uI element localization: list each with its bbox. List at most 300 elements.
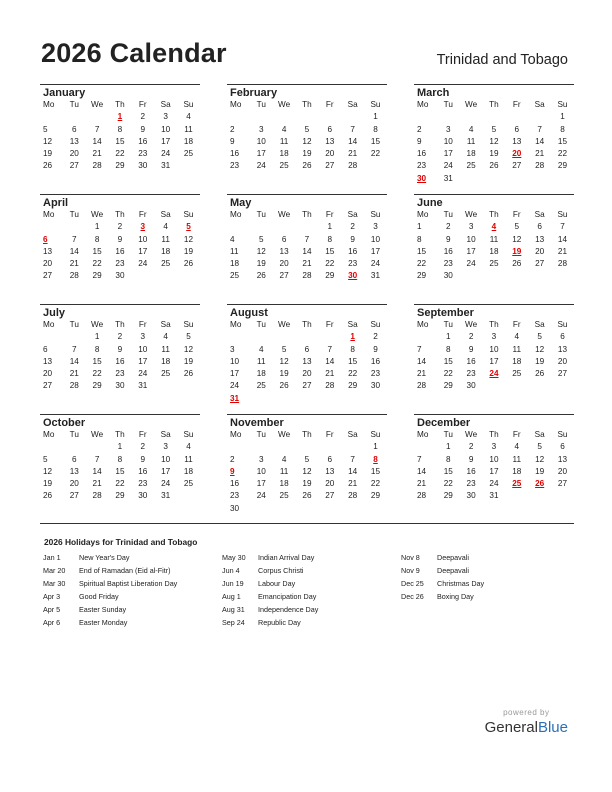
- day-cell: 29: [92, 271, 102, 281]
- day-cell: 18: [512, 466, 522, 476]
- country-name: Trinidad and Tobago: [436, 52, 568, 68]
- holiday-day-cell: 30: [417, 173, 427, 183]
- day-cell: 5: [304, 454, 310, 464]
- day-cell: 28: [348, 491, 358, 501]
- weekday-label: Mo: [230, 430, 242, 439]
- weekday-label: Sa: [160, 100, 171, 109]
- day-cell: 2: [117, 332, 123, 342]
- weekday-label: We: [465, 320, 478, 329]
- calendar-title: 2026 Calendar: [41, 38, 227, 68]
- week-row: [40, 136, 200, 148]
- day-cell: 27: [43, 271, 53, 281]
- day-cell: 14: [302, 246, 312, 256]
- day-cell: 28: [348, 161, 358, 171]
- day-cell: 14: [92, 136, 102, 146]
- weekday-label: We: [91, 430, 104, 439]
- weekday-label: Tu: [443, 430, 453, 439]
- week-row: [227, 258, 387, 270]
- day-cell: 9: [468, 344, 474, 354]
- day-cell: [528, 173, 551, 185]
- day-cell: 8: [445, 344, 451, 354]
- day-cell: 14: [92, 466, 102, 476]
- day-cell: 14: [348, 136, 358, 146]
- day-cell: 13: [557, 344, 568, 354]
- day-cell: 20: [43, 369, 53, 379]
- day-cell: 7: [327, 344, 333, 354]
- day-cell: 30: [230, 503, 240, 513]
- weekday-label: Fr: [325, 210, 334, 219]
- week-row: [40, 454, 200, 466]
- day-cell: 24: [466, 259, 476, 269]
- month-march: [414, 84, 574, 185]
- weekday-label: Su: [557, 320, 568, 329]
- week-row: [414, 380, 574, 392]
- day-cell: 18: [279, 149, 289, 159]
- day-cell: [40, 441, 63, 453]
- day-cell: 28: [92, 491, 102, 501]
- day-cell: 17: [161, 136, 171, 146]
- day-cell: 6: [327, 454, 333, 464]
- weekday-label: Su: [183, 320, 194, 329]
- day-cell: 7: [350, 124, 355, 134]
- day-cell: 20: [43, 259, 53, 269]
- day-cell: [505, 111, 528, 123]
- holiday-name: Corpus Christi: [258, 566, 304, 575]
- day-cell: 30: [115, 271, 125, 281]
- day-cell: 8: [117, 124, 123, 134]
- day-cell: 5: [186, 332, 191, 342]
- month-june: [414, 194, 574, 283]
- month-april: [40, 194, 200, 283]
- day-cell: [273, 111, 296, 123]
- day-cell: 13: [279, 246, 289, 256]
- holiday-day-cell: 31: [230, 393, 240, 403]
- week-row: [414, 331, 574, 343]
- day-cell: 31: [161, 491, 171, 501]
- weekday-label: Th: [489, 210, 499, 219]
- day-cell: 21: [348, 479, 358, 489]
- weekday-label: Fr: [138, 430, 147, 439]
- weekday-label: Fr: [138, 100, 147, 109]
- day-cell: 14: [535, 136, 545, 146]
- day-cell: [460, 111, 483, 123]
- weekday-label: Sa: [534, 430, 545, 439]
- day-cell: 18: [256, 369, 266, 379]
- day-cell: 14: [348, 466, 358, 476]
- day-cell: 29: [325, 271, 335, 281]
- day-cell: 10: [370, 234, 381, 244]
- day-cell: 17: [161, 466, 171, 476]
- weekday-label: Sa: [534, 210, 545, 219]
- day-cell: 8: [350, 344, 355, 354]
- day-cell: [505, 490, 528, 502]
- day-cell: 30: [443, 271, 453, 281]
- week-row: [227, 368, 387, 380]
- day-cell: 8: [445, 454, 451, 464]
- week-row: [227, 454, 387, 466]
- day-cell: 13: [325, 466, 335, 476]
- day-cell: 26: [43, 161, 53, 171]
- day-cell: 29: [557, 161, 568, 171]
- day-cell: 12: [256, 246, 266, 256]
- week-row: [414, 466, 574, 478]
- week-row: [40, 148, 200, 160]
- day-cell: 10: [161, 454, 171, 464]
- day-cell: [63, 221, 86, 233]
- day-cell: 18: [512, 356, 522, 366]
- day-cell: 29: [417, 271, 427, 281]
- day-cell: [177, 270, 200, 282]
- day-cell: [296, 221, 319, 233]
- day-cell: 16: [138, 466, 148, 476]
- day-cell: [40, 111, 63, 123]
- holiday-name: Deepavali: [437, 553, 469, 562]
- day-cell: 4: [468, 124, 474, 134]
- holiday-day-cell: 1: [117, 112, 123, 122]
- day-cell: 29: [115, 161, 125, 171]
- day-cell: 18: [489, 246, 499, 256]
- day-cell: 11: [466, 136, 476, 146]
- holiday-day-cell: 30: [348, 271, 358, 281]
- holiday-item: [222, 577, 318, 590]
- day-cell: [483, 111, 506, 123]
- day-cell: 14: [69, 246, 79, 256]
- holiday-date: Aug 31: [222, 605, 245, 614]
- month-august: [227, 304, 387, 405]
- day-cell: [227, 441, 250, 453]
- day-cell: 17: [466, 246, 476, 256]
- day-cell: 12: [43, 466, 53, 476]
- day-cell: 31: [443, 173, 453, 183]
- day-cell: 19: [256, 259, 266, 269]
- day-cell: 28: [557, 259, 568, 269]
- weekday-label: Tu: [69, 430, 79, 439]
- week-row: [227, 380, 387, 392]
- day-cell: 16: [348, 246, 358, 256]
- brand-name: [485, 719, 568, 736]
- day-cell: 20: [69, 479, 79, 489]
- week-row: [414, 441, 574, 453]
- day-cell: 4: [514, 332, 520, 342]
- day-cell: 15: [115, 466, 125, 476]
- day-cell: 30: [115, 381, 125, 391]
- day-cell: 4: [258, 344, 264, 354]
- day-cell: 4: [186, 112, 191, 122]
- holiday-name: Republic Day: [258, 618, 301, 627]
- day-cell: 28: [417, 381, 427, 391]
- week-row: [40, 466, 200, 478]
- day-cell: 24: [443, 161, 453, 171]
- day-cell: 30: [138, 161, 148, 171]
- day-cell: 13: [535, 234, 545, 244]
- day-cell: 22: [443, 479, 453, 489]
- month-january: [40, 84, 200, 173]
- weekday-label: Th: [302, 320, 312, 329]
- day-cell: 17: [489, 466, 499, 476]
- day-cell: 28: [535, 161, 545, 171]
- day-cell: 8: [117, 454, 123, 464]
- weekday-label: Th: [302, 100, 312, 109]
- day-cell: 26: [512, 259, 522, 269]
- day-cell: [40, 221, 63, 233]
- holiday-item: [43, 551, 177, 564]
- day-cell: 15: [417, 246, 427, 256]
- day-cell: 18: [279, 479, 289, 489]
- day-cell: 10: [443, 136, 453, 146]
- weekday-label: Th: [489, 320, 499, 329]
- day-cell: [273, 441, 296, 453]
- holiday-item: [401, 551, 484, 564]
- weekday-header: [414, 319, 574, 331]
- holiday-item: [401, 577, 484, 590]
- weekday-label: Th: [302, 210, 312, 219]
- day-cell: 3: [491, 442, 497, 452]
- holiday-name: Christmas Day: [437, 579, 485, 588]
- holiday-day-cell: 1: [350, 332, 355, 342]
- month-name: December: [417, 417, 471, 429]
- week-row: [227, 111, 387, 123]
- day-cell: 7: [560, 222, 565, 232]
- day-cell: 11: [489, 234, 499, 244]
- day-cell: 9: [373, 344, 378, 354]
- week-row: [414, 478, 574, 490]
- day-cell: 10: [489, 344, 499, 354]
- day-cell: [86, 441, 109, 453]
- day-cell: 27: [325, 161, 335, 171]
- day-cell: 23: [417, 161, 427, 171]
- day-cell: [273, 221, 296, 233]
- day-cell: 24: [370, 259, 381, 269]
- day-cell: 20: [325, 479, 335, 489]
- weekday-label: Fr: [138, 320, 147, 329]
- day-cell: 3: [468, 222, 474, 232]
- holiday-date: Nov 8: [401, 553, 420, 562]
- day-cell: 21: [348, 149, 358, 159]
- weekday-label: We: [278, 210, 291, 219]
- day-cell: [483, 173, 506, 185]
- month-name: April: [43, 197, 69, 209]
- day-cell: 24: [256, 491, 266, 501]
- week-row: [227, 490, 387, 502]
- day-cell: 23: [466, 479, 476, 489]
- day-cell: [273, 331, 296, 343]
- weekday-label: Su: [370, 320, 381, 329]
- holiday-name: New Year's Day: [79, 553, 130, 562]
- month-name: July: [43, 307, 66, 319]
- day-cell: 20: [557, 466, 568, 476]
- day-cell: 19: [183, 356, 194, 366]
- day-cell: 16: [138, 136, 148, 146]
- day-cell: 25: [279, 491, 289, 501]
- day-cell: [551, 380, 574, 392]
- day-cell: 6: [304, 344, 310, 354]
- week-row: [414, 148, 574, 160]
- weekday-label: Fr: [512, 210, 521, 219]
- holiday-date: Apr 3: [43, 592, 61, 601]
- day-cell: 31: [161, 161, 171, 171]
- day-cell: 30: [466, 381, 476, 391]
- day-cell: 7: [94, 124, 100, 134]
- day-cell: 15: [443, 356, 453, 366]
- day-cell: 6: [537, 222, 542, 232]
- day-cell: [296, 331, 319, 343]
- day-cell: 1: [373, 442, 378, 452]
- week-row: [40, 160, 200, 172]
- day-cell: 21: [302, 259, 312, 269]
- day-cell: 19: [302, 149, 312, 159]
- day-cell: 18: [183, 466, 194, 476]
- day-cell: 21: [325, 369, 335, 379]
- day-cell: 14: [557, 234, 568, 244]
- day-cell: 7: [94, 454, 100, 464]
- week-row: [414, 258, 574, 270]
- day-cell: [318, 503, 341, 515]
- day-cell: [318, 393, 341, 405]
- weekday-label: Su: [557, 100, 568, 109]
- day-cell: 25: [183, 149, 194, 159]
- weekday-label: We: [465, 430, 478, 439]
- day-cell: 28: [92, 161, 102, 171]
- day-cell: 27: [43, 381, 53, 391]
- day-cell: 17: [230, 369, 240, 379]
- holiday-name: Good Friday: [79, 592, 119, 601]
- day-cell: 28: [69, 381, 79, 391]
- day-cell: 30: [138, 491, 148, 501]
- weekday-label: Mo: [417, 210, 429, 219]
- day-cell: [551, 270, 574, 282]
- day-cell: 26: [256, 271, 266, 281]
- month-name: October: [43, 417, 86, 429]
- day-cell: [528, 111, 551, 123]
- day-cell: 4: [163, 222, 168, 232]
- holiday-date: Mar 30: [43, 579, 66, 588]
- day-cell: 4: [281, 454, 287, 464]
- day-cell: 24: [489, 479, 499, 489]
- day-cell: 7: [304, 234, 310, 244]
- day-cell: [250, 111, 273, 123]
- holiday-date: Jun 19: [222, 579, 244, 588]
- week-row: [414, 234, 574, 246]
- week-row: [40, 258, 200, 270]
- day-cell: 3: [140, 332, 146, 342]
- day-cell: 5: [514, 222, 520, 232]
- day-cell: 23: [348, 259, 358, 269]
- day-cell: 7: [71, 234, 77, 244]
- holiday-date: Jun 4: [222, 566, 240, 575]
- weekday-header: [40, 209, 200, 221]
- day-cell: 8: [417, 234, 422, 244]
- holiday-date: Dec 25: [401, 579, 424, 588]
- weekday-label: We: [465, 210, 478, 219]
- weekday-label: Tu: [443, 100, 453, 109]
- day-cell: 20: [535, 246, 545, 256]
- day-cell: 18: [466, 149, 476, 159]
- weekday-label: Th: [115, 320, 125, 329]
- month-may: [227, 194, 387, 283]
- weekday-label: Sa: [347, 100, 358, 109]
- day-cell: 11: [230, 246, 239, 256]
- weekday-label: Mo: [43, 320, 55, 329]
- month-february: [227, 84, 387, 173]
- day-cell: [296, 111, 319, 123]
- month-name: August: [230, 307, 268, 319]
- day-cell: 25: [279, 161, 289, 171]
- holiday-item: [43, 577, 177, 590]
- holiday-name: Deepavali: [437, 566, 469, 575]
- day-cell: 31: [489, 491, 499, 501]
- weekday-label: Sa: [534, 100, 545, 109]
- day-cell: 12: [512, 234, 522, 244]
- day-cell: [250, 503, 273, 515]
- day-cell: 6: [514, 124, 520, 134]
- holiday-date: Dec 26: [401, 592, 424, 601]
- day-cell: [177, 380, 200, 392]
- day-cell: 25: [161, 259, 171, 269]
- day-cell: 6: [43, 344, 48, 354]
- day-cell: [341, 393, 364, 405]
- day-cell: [341, 111, 364, 123]
- holiday-date: Jan 1: [43, 553, 61, 562]
- day-cell: 22: [115, 149, 125, 159]
- day-cell: 22: [370, 479, 381, 489]
- day-cell: 15: [370, 466, 381, 476]
- day-cell: 28: [325, 381, 335, 391]
- month-december: [414, 414, 574, 503]
- day-cell: 17: [489, 356, 499, 366]
- day-cell: 15: [348, 356, 358, 366]
- day-cell: 1: [417, 222, 422, 232]
- holiday-item: [43, 616, 177, 629]
- month-name: September: [417, 307, 474, 319]
- week-row: [40, 331, 200, 343]
- day-cell: 27: [557, 479, 568, 489]
- day-cell: 30: [370, 381, 381, 391]
- day-cell: 11: [161, 234, 170, 244]
- day-cell: 25: [230, 271, 240, 281]
- day-cell: 15: [325, 246, 335, 256]
- day-cell: 23: [230, 491, 240, 501]
- day-cell: [528, 380, 551, 392]
- day-cell: 11: [512, 344, 522, 354]
- day-cell: [63, 111, 86, 123]
- day-cell: 14: [417, 356, 427, 366]
- holiday-item: [401, 590, 484, 603]
- holiday-item: [401, 564, 484, 577]
- day-cell: [177, 490, 200, 502]
- day-cell: 10: [256, 136, 266, 146]
- divider: [40, 523, 574, 524]
- day-cell: 6: [281, 234, 287, 244]
- day-cell: 9: [230, 136, 235, 146]
- holiday-day-cell: 19: [512, 246, 522, 256]
- day-cell: 26: [535, 369, 545, 379]
- weekday-label: Su: [183, 100, 194, 109]
- weekday-label: Fr: [325, 320, 334, 329]
- day-cell: 13: [557, 454, 568, 464]
- weekday-label: We: [91, 320, 104, 329]
- day-cell: 16: [230, 479, 240, 489]
- holiday-column: [222, 551, 318, 629]
- day-cell: 25: [183, 479, 194, 489]
- day-cell: 23: [115, 259, 125, 269]
- weekday-label: Tu: [256, 430, 266, 439]
- weekday-label: Th: [489, 430, 499, 439]
- day-cell: [414, 331, 437, 343]
- weekday-label: Mo: [43, 100, 55, 109]
- day-cell: 22: [370, 149, 381, 159]
- day-cell: [341, 441, 364, 453]
- day-cell: 13: [43, 356, 53, 366]
